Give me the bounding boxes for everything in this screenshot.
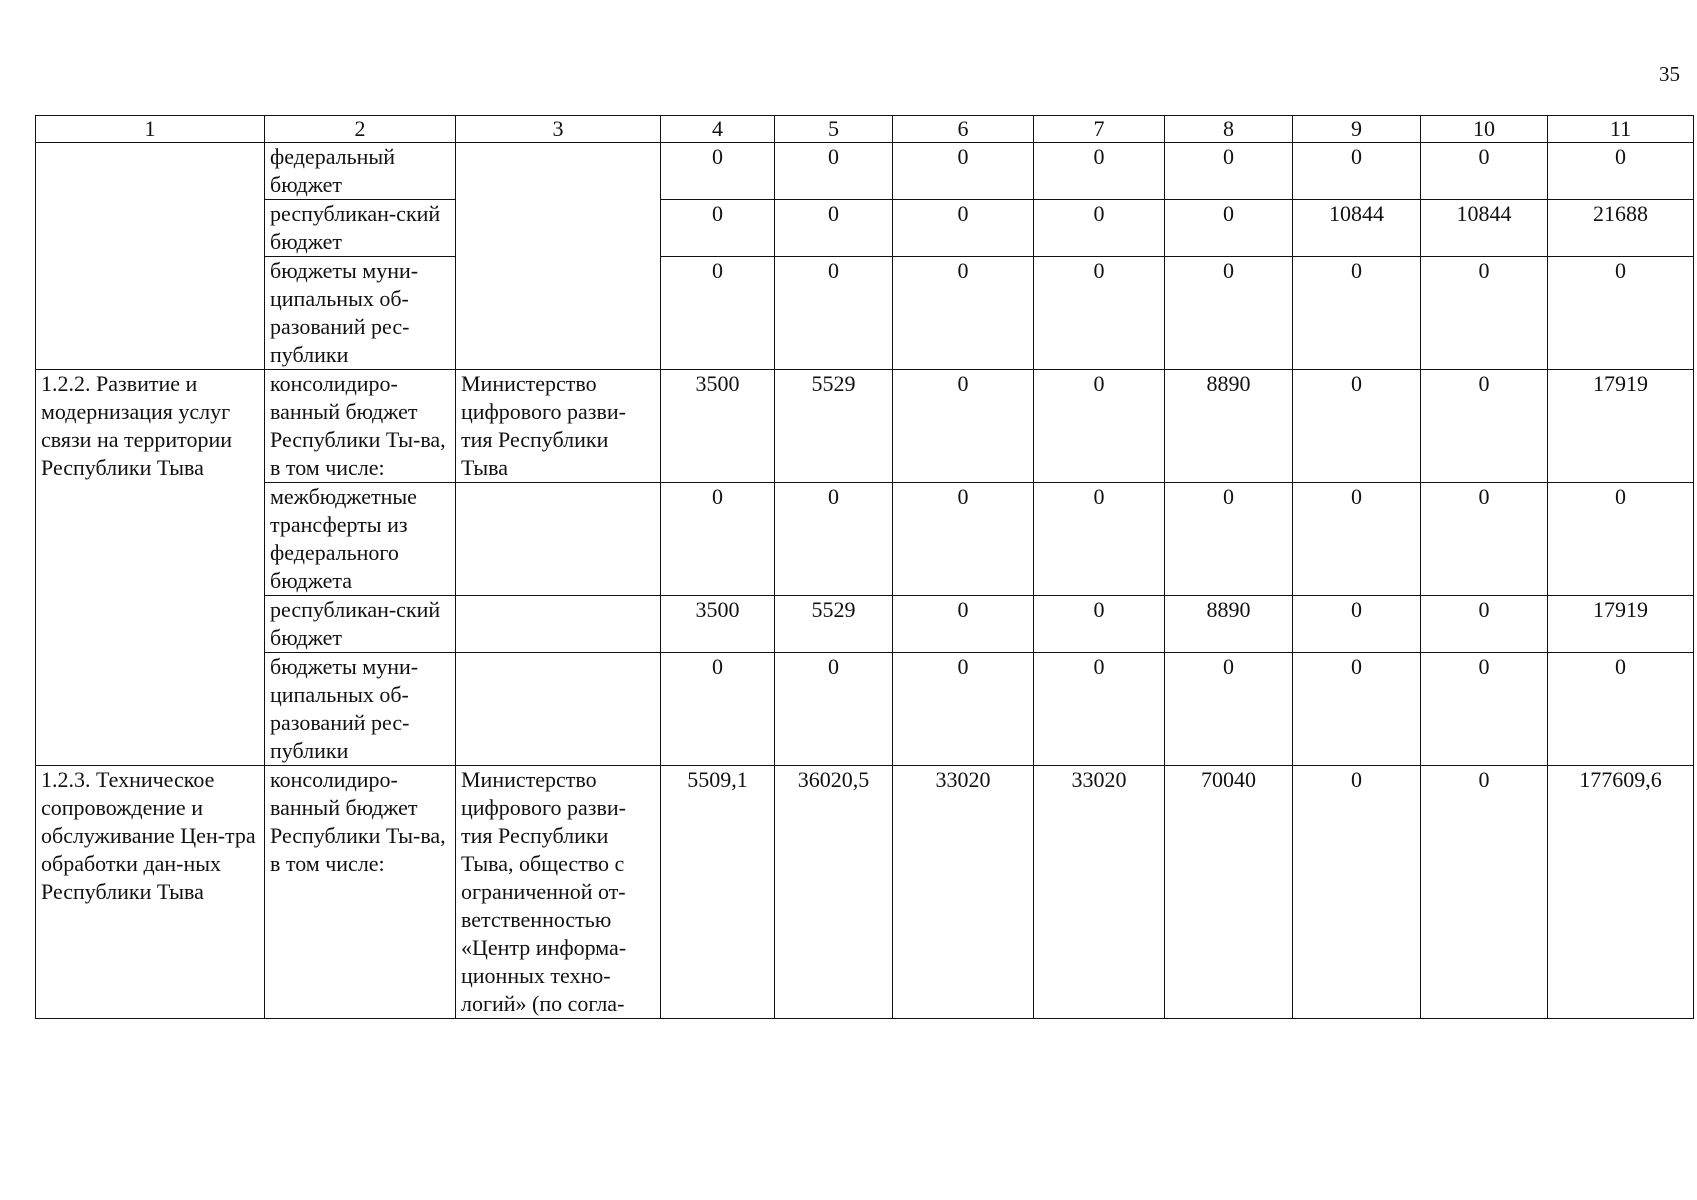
value-cell: 0 <box>1293 596 1421 653</box>
executor-cell <box>456 483 661 596</box>
value-cell: 0 <box>1421 596 1548 653</box>
executor-cell: Министерство цифрового разви-тия Республики Тыва, общество с ограниченной от-ветственностью «Центр информа-ционных техно-логий» (по согла- <box>456 766 661 1019</box>
funding-source-cell: федеральный бюджет <box>265 143 456 200</box>
value-cell: 0 <box>775 483 893 596</box>
value-cell: 0 <box>893 596 1034 653</box>
value-cell: 0 <box>1293 653 1421 766</box>
value-cell: 0 <box>1421 370 1548 483</box>
value-cell: 0 <box>893 370 1034 483</box>
value-cell: 0 <box>1034 143 1165 200</box>
executor-cell: Министерство цифрового разви-тия Республики Тыва <box>456 370 661 483</box>
value-cell: 0 <box>1034 370 1165 483</box>
column-header: 10 <box>1421 116 1548 143</box>
funding-source-cell: бюджеты муни-ципальных об-разований рес-публики <box>265 257 456 370</box>
value-cell: 0 <box>1034 596 1165 653</box>
value-cell: 0 <box>1293 257 1421 370</box>
column-header: 7 <box>1034 116 1165 143</box>
column-number-row <box>36 116 1694 143</box>
value-cell: 10844 <box>1293 200 1421 257</box>
budget-table <box>35 115 1694 1019</box>
value-cell: 0 <box>1293 483 1421 596</box>
value-cell: 5509,1 <box>661 766 775 1019</box>
value-cell: 0 <box>1421 766 1548 1019</box>
table-row <box>36 653 1694 766</box>
value-cell: 0 <box>1421 653 1548 766</box>
column-header: 11 <box>1548 116 1694 143</box>
value-cell: 21688 <box>1548 200 1694 257</box>
executor-cell <box>456 596 661 653</box>
value-cell: 36020,5 <box>775 766 893 1019</box>
value-cell: 0 <box>661 200 775 257</box>
value-cell: 0 <box>661 143 775 200</box>
value-cell: 8890 <box>1165 596 1293 653</box>
table-row <box>36 143 1694 200</box>
value-cell: 0 <box>661 653 775 766</box>
value-cell: 33020 <box>1034 766 1165 1019</box>
funding-source-cell: республикан-ский бюджет <box>265 200 456 257</box>
value-cell: 0 <box>1034 200 1165 257</box>
table-row <box>36 370 1694 483</box>
column-header: 1 <box>36 116 265 143</box>
value-cell: 0 <box>1034 257 1165 370</box>
column-header: 5 <box>775 116 893 143</box>
value-cell: 33020 <box>893 766 1034 1019</box>
executor-cell <box>456 143 661 370</box>
value-cell: 3500 <box>661 596 775 653</box>
table-row <box>36 596 1694 653</box>
value-cell: 0 <box>661 483 775 596</box>
value-cell: 0 <box>893 257 1034 370</box>
value-cell: 5529 <box>775 370 893 483</box>
funding-source-cell: бюджеты муни-ципальных об-разований рес-публики <box>265 653 456 766</box>
value-cell: 5529 <box>775 596 893 653</box>
value-cell: 8890 <box>1165 370 1293 483</box>
funding-source-cell: консолидиро-ванный бюджет Республики Ты-ва, в том числе: <box>265 370 456 483</box>
measure-cell: 1.2.3. Техническое сопровождение и обслуживание Цен-тра обработки дан-ных Республики Тыва <box>36 766 265 1019</box>
column-header: 3 <box>456 116 661 143</box>
value-cell: 0 <box>775 200 893 257</box>
value-cell: 0 <box>1165 483 1293 596</box>
value-cell: 17919 <box>1548 596 1694 653</box>
value-cell: 0 <box>1548 257 1694 370</box>
funding-source-cell: консолидиро-ванный бюджет Республики Ты-ва, в том числе: <box>265 766 456 1019</box>
value-cell: 0 <box>1293 766 1421 1019</box>
value-cell: 0 <box>1165 653 1293 766</box>
value-cell: 17919 <box>1548 370 1694 483</box>
funding-source-cell: республикан-ский бюджет <box>265 596 456 653</box>
value-cell: 0 <box>1165 143 1293 200</box>
value-cell: 0 <box>1165 200 1293 257</box>
executor-cell <box>456 653 661 766</box>
measure-cell <box>36 143 265 370</box>
measure-cell: 1.2.2. Развитие и модернизация услуг связи на территории Республики Тыва <box>36 370 265 766</box>
value-cell: 0 <box>1421 483 1548 596</box>
value-cell: 3500 <box>661 370 775 483</box>
value-cell: 0 <box>775 143 893 200</box>
value-cell: 10844 <box>1421 200 1548 257</box>
value-cell: 177609,6 <box>1548 766 1694 1019</box>
table-row <box>36 766 1694 1019</box>
value-cell: 0 <box>1548 143 1694 200</box>
value-cell: 0 <box>893 143 1034 200</box>
value-cell: 0 <box>1034 653 1165 766</box>
column-header: 2 <box>265 116 456 143</box>
value-cell: 0 <box>1165 257 1293 370</box>
value-cell: 0 <box>661 257 775 370</box>
value-cell: 0 <box>775 257 893 370</box>
column-header: 9 <box>1293 116 1421 143</box>
page-number: 35 <box>1659 62 1680 86</box>
column-header: 6 <box>893 116 1034 143</box>
column-header: 8 <box>1165 116 1293 143</box>
table-row <box>36 200 1694 257</box>
value-cell: 0 <box>1293 370 1421 483</box>
value-cell: 0 <box>775 653 893 766</box>
column-header: 4 <box>661 116 775 143</box>
value-cell: 70040 <box>1165 766 1293 1019</box>
table-row <box>36 257 1694 370</box>
table-row <box>36 483 1694 596</box>
value-cell: 0 <box>1548 653 1694 766</box>
value-cell: 0 <box>893 200 1034 257</box>
value-cell: 0 <box>1548 483 1694 596</box>
value-cell: 0 <box>1293 143 1421 200</box>
value-cell: 0 <box>893 483 1034 596</box>
value-cell: 0 <box>893 653 1034 766</box>
funding-source-cell: межбюджетные трансферты из федерального бюджета <box>265 483 456 596</box>
value-cell: 0 <box>1034 483 1165 596</box>
value-cell: 0 <box>1421 257 1548 370</box>
value-cell: 0 <box>1421 143 1548 200</box>
